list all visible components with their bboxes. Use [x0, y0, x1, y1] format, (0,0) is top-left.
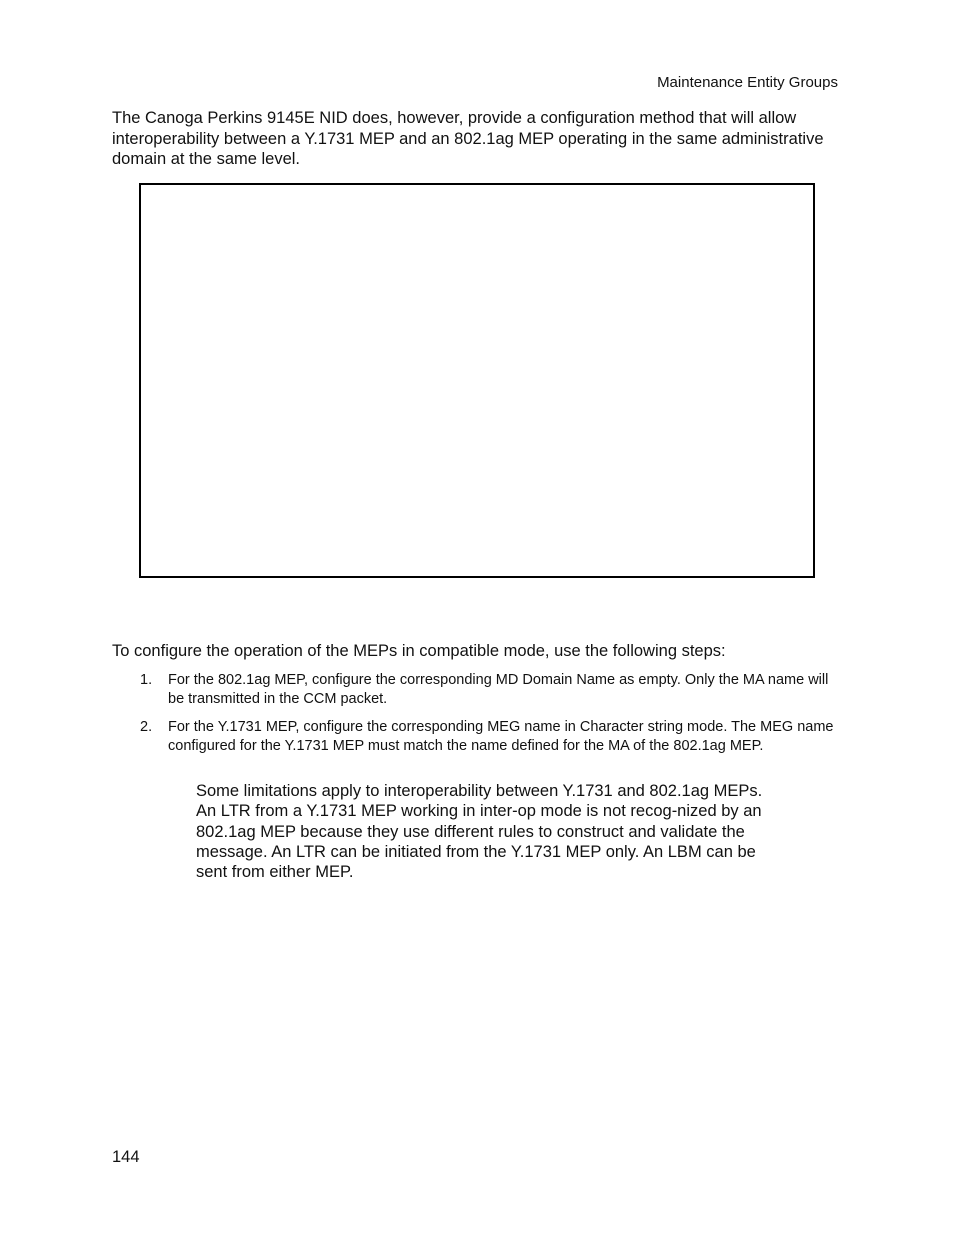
- step-text: For the Y.1731 MEP, configure the corresponding MEG name in Character string mode. The MEG name configured for the Y.1731 MEP must match the name defined for the MA of the 802.1ag MEP.: [168, 719, 834, 754]
- step-number: 1.: [140, 672, 153, 688]
- configuration-steps-list: [140, 671, 845, 755]
- step-number: 2.: [140, 719, 153, 735]
- step-item-1: [140, 671, 845, 708]
- step-item-2: [140, 718, 845, 755]
- limitations-note: Some limitations apply to interoperability between Y.1731 and 802.1ag MEPs. An LTR from a Y.1731 MEP working in inter-op mode is not recog-nized by an 802.1ag MEP because they use different rules to construct and validate the message. An LTR can be initiated from the Y.1731 MEP only. An LBM can be sent from either MEP.: [196, 782, 763, 882]
- intro-paragraph: The Canoga Perkins 9145E NID does, however, provide a configuration method that will allow interoperability between a Y.1731 MEP and an 802.1ag MEP operating in the same administrative domain at the same level.: [112, 109, 824, 168]
- steps-intro-paragraph: To configure the operation of the MEPs in compatible mode, use the following steps:: [112, 642, 726, 660]
- page-number: 144: [112, 1148, 140, 1166]
- running-header: Maintenance Entity Groups: [657, 74, 838, 91]
- step-text: For the 802.1ag MEP, configure the corresponding MD Domain Name as empty. Only the MA name will be transmitted in the CCM packet.: [168, 672, 829, 707]
- figure-placeholder-box: [139, 183, 815, 578]
